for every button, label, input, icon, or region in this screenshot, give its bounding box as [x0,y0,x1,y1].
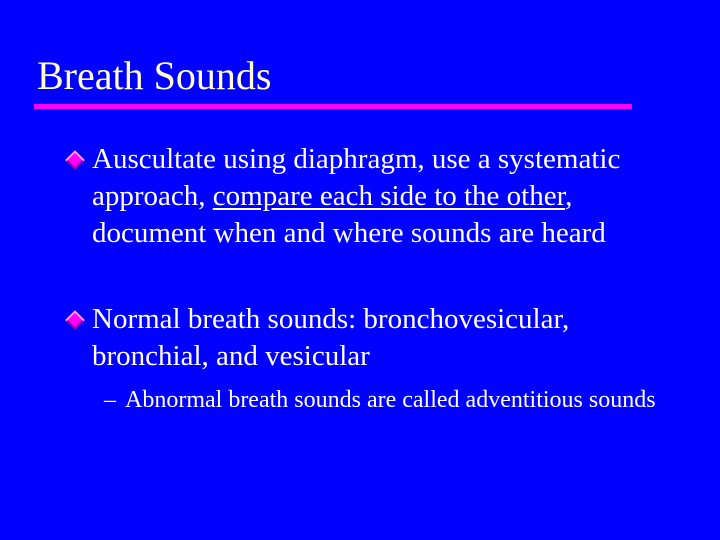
bullet-text-1-underlined: compare each side to the other [212,180,566,212]
bullet-item-2 [68,301,658,375]
diamond-bullet-icon [65,150,85,170]
bullet-text-1-part-a: Auscultate using diaphragm, use a systematic approach, [92,143,621,212]
sub-bullet-text: Abnormal breath sounds are called adventitious sounds [125,387,656,413]
sub-bullet-dash: – [104,387,116,413]
bullet-text-1 [92,141,658,252]
slide-title: Breath Sounds [37,53,272,98]
bullet-text-1-part-b: , document when and where sounds are heard [92,180,606,249]
sub-bullet-item [104,383,664,418]
diamond-bullet-icon [65,310,85,330]
title-underline-rule [34,104,632,109]
bullet-text-2: Normal breath sounds: bronchovesicular, bronchial, and vesicular [92,303,570,372]
bullet-item-1 [68,141,658,252]
